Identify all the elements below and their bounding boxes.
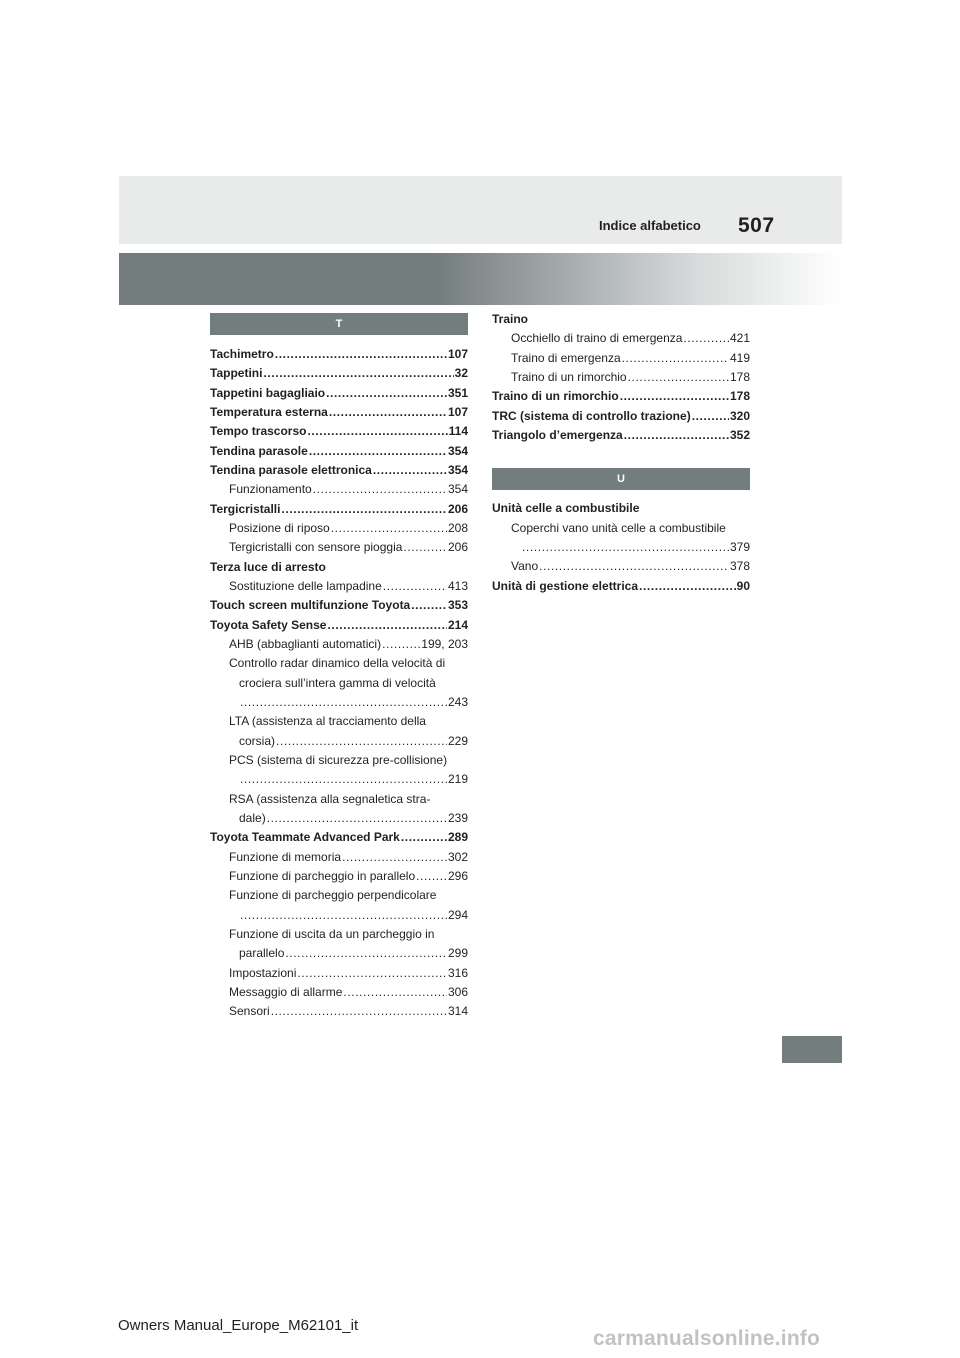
index-entry [492,407,750,426]
header-gradient-band [119,253,842,305]
entry-text: Tappetini bagagliaio [210,385,326,400]
dot-leader [327,616,446,635]
letter-heading-t: T [210,313,468,335]
footer-manual-name: Owners Manual_Europe_M62101_it [118,1317,359,1334]
index-entry [492,329,750,348]
page-number: 507 [738,214,775,237]
entry-text: Toyota Teammate Advanced Park [210,830,400,845]
entry-text: TRC (sistema di controllo trazione) [492,408,691,423]
entry-page-number: 314 [447,1004,468,1019]
entry-page-number: 306 [447,984,468,999]
entry-text: Tendina parasole [210,443,308,458]
index-entry [210,674,468,693]
index-entry [210,1002,468,1021]
dot-leader [263,364,453,383]
dot-leader [622,349,729,368]
dot-leader [639,577,736,596]
dot-leader [628,368,729,387]
index-entry [492,426,750,445]
entry-page-number: 289 [447,830,468,845]
entry-page-number: 413 [447,578,468,593]
dot-leader [401,828,447,847]
index-entry [210,944,468,963]
letter-heading-u: U [492,468,750,490]
entry-page-number: 378 [729,559,750,574]
dot-leader [403,538,447,557]
entry-text: Controllo radar dinamico della velocità di [229,656,446,671]
section-title: Indice alfabetico [599,218,701,233]
entry-text: Tergicristalli con sensore pioggia [229,540,403,555]
index-entry [210,964,468,983]
entry-page-number: 316 [447,965,468,980]
index-entries-u [492,499,750,596]
entry-page-number: 206 [447,540,468,555]
dot-leader [411,596,447,615]
entry-text: Posizione di riposo [229,520,330,535]
entry-page-number: 107 [447,404,468,419]
index-entry [210,635,468,654]
index-entry [210,809,468,828]
entry-page-number: 239 [447,810,468,825]
dot-leader [373,461,447,480]
entry-text: Sensori [229,1004,270,1019]
index-entry [210,364,468,383]
entry-text: Traino di un rimorchio [511,369,627,384]
entry-text: crociera sull’intera gamma di velocità [239,675,436,690]
entry-text: dale) [239,810,266,825]
index-entry [210,828,468,847]
index-entry [492,310,750,329]
entry-text: Unità di gestione elettrica [492,578,639,593]
dot-leader [281,500,446,519]
dot-leader [240,770,447,789]
dot-leader [539,557,729,576]
dot-leader [343,983,447,1002]
header-bar [119,176,842,244]
index-entry [492,349,750,368]
dot-leader [342,848,447,867]
index-entry [210,422,468,441]
dot-leader [329,403,447,422]
index-entry [492,387,750,406]
entry-page-number: 199, 203 [421,636,468,651]
index-entry [210,983,468,1002]
index-entry [210,558,468,577]
entry-text: Funzionamento [229,482,312,497]
entry-text: Tempo trascorso [210,424,307,439]
index-entry [210,500,468,519]
entry-text: Funzione di memoria [229,849,342,864]
index-entry [210,925,468,944]
index-entry [210,886,468,905]
entry-page-number: 90 [736,578,750,593]
entry-text: AHB (abbaglianti automatici) [229,636,382,651]
dot-leader [307,422,447,441]
index-entry [210,442,468,461]
entry-text: Touch screen multifunzione Toyota [210,598,411,613]
dot-leader [692,407,729,426]
index-entry [492,519,750,538]
dot-leader [297,964,447,983]
index-entry [210,480,468,499]
dot-leader [522,538,729,557]
entry-page-number: 419 [729,350,750,365]
index-entry [210,906,468,925]
entry-page-number: 107 [447,347,468,361]
entry-text: Funzione di parcheggio in parallelo [229,868,416,883]
entry-text: Unità celle a combustibile [492,501,640,516]
entry-text: parallelo [239,946,285,961]
entry-page-number: 354 [447,462,468,477]
entry-page-number: 243 [447,694,468,709]
index-entry [210,616,468,635]
dot-leader [313,480,447,499]
dot-leader [683,329,729,348]
entry-page-number: 379 [729,539,750,554]
index-entries-t-continued [492,310,750,445]
entry-page-number: 178 [729,369,750,384]
entry-text: Traino di un rimorchio [492,389,619,404]
index-column-left [210,313,468,1021]
index-entry [210,596,468,615]
index-entry [492,538,750,557]
entry-text: Tendina parasole elettronica [210,462,372,477]
dot-leader [331,519,447,538]
entry-page-number: 351 [447,385,468,400]
index-entry [210,848,468,867]
entry-page-number: 299 [447,946,468,961]
index-entry [492,577,750,596]
index-entry [210,461,468,480]
dot-leader [416,867,447,886]
entry-text: Traino [492,312,529,326]
entry-text: Tachimetro [210,347,274,361]
entry-text: Coperchi vano unità celle a combustibile [511,520,726,535]
index-entry [492,499,750,518]
dot-leader [275,345,447,364]
index-entry [210,403,468,422]
index-entry [210,693,468,712]
entry-text: Occhiello di traino di emergenza [511,331,683,346]
index-entry [210,538,468,557]
index-entry [210,384,468,403]
entry-page-number: 320 [729,408,750,423]
dot-leader [240,906,447,925]
entry-text: Vano [511,559,539,574]
dot-leader [267,809,447,828]
entry-text: Toyota Safety Sense [210,617,327,632]
index-entry [210,867,468,886]
entry-page-number: 296 [447,868,468,883]
entry-text: Terza luce di arresto [210,559,326,574]
watermark: carmanualsonline.info [593,1327,821,1350]
entry-text: Messaggio di allarme [229,984,343,999]
entry-text: Funzione di parcheggio perpendicolare [229,888,437,903]
entry-text: Sostituzione delle lampadine [229,578,382,593]
dot-leader [383,577,447,596]
index-entry [210,751,468,770]
index-entry [210,654,468,673]
index-entry [210,790,468,809]
index-entry [492,557,750,576]
dot-leader [326,384,447,403]
index-column-right [492,310,750,596]
index-entry [492,368,750,387]
entry-text: Triangolo d’emergenza [492,427,623,442]
dot-leader [240,693,447,712]
entry-page-number: 354 [447,482,468,497]
entry-page-number: 353 [447,598,468,613]
entry-page-number: 229 [447,733,468,748]
entry-text: Tappetini [210,366,263,381]
entry-text: corsia) [239,733,276,748]
entry-page-number: 32 [454,366,468,381]
thumb-index-tab [782,1036,842,1063]
index-entry [210,712,468,731]
index-entries-t [210,345,468,1021]
dot-leader [624,426,729,445]
dot-leader [271,1002,447,1021]
index-entry [210,345,468,364]
dot-leader [276,732,447,751]
entry-page-number: 294 [447,907,468,922]
entry-page-number: 352 [729,427,750,442]
index-entry [210,519,468,538]
dot-leader [285,944,447,963]
entry-page-number: 421 [729,331,750,346]
entry-text: LTA (assistenza al tracciamento della [229,714,426,729]
dot-leader [620,387,729,406]
entry-page-number: 114 [448,424,468,439]
entry-page-number: 214 [447,617,468,632]
entry-page-number: 178 [729,389,750,404]
entry-text: PCS (sistema di sicurezza pre-collisione) [229,752,448,767]
index-entry [210,732,468,751]
entry-page-number: 354 [447,443,468,458]
entry-text: Traino di emergenza [511,350,621,365]
dot-leader [309,442,447,461]
entry-page-number: 208 [447,520,468,535]
entry-text: Impostazioni [229,965,297,980]
index-entry [210,770,468,789]
entry-page-number: 302 [447,849,468,864]
dot-leader [382,635,420,654]
entry-text: Funzione di uscita da un parcheggio in [229,926,435,941]
entry-text: RSA (assistenza alla segnaletica stra- [229,791,431,806]
entry-page-number: 206 [447,501,468,516]
entry-text: Temperatura esterna [210,404,328,419]
entry-page-number: 219 [447,772,468,787]
entry-text: Tergicristalli [210,501,281,516]
index-entry [210,577,468,596]
